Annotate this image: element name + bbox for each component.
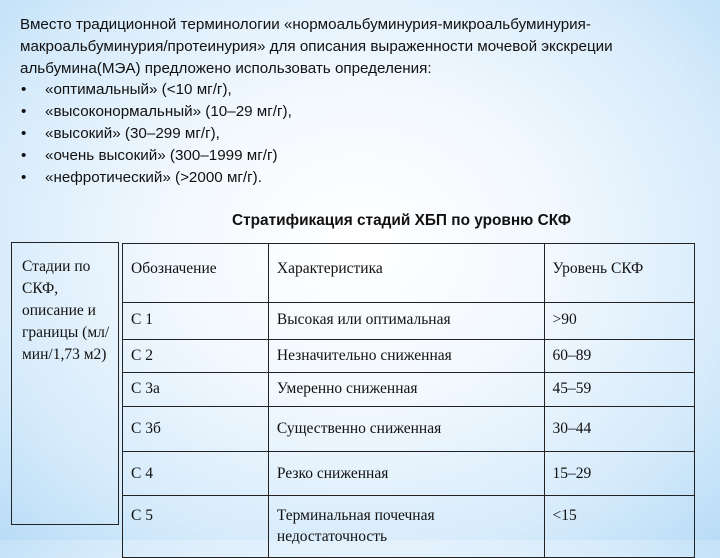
stage-code: С 4 xyxy=(123,452,269,496)
intro-paragraph: Вместо традиционной терминологии «нормоальбуминурия-микроальбуминурия-макроальбуминурия/протеинурия» для описания выраженности мочевой экскреции альбумина(МЭА) предложено использовать определения: xyxy=(20,16,613,77)
table-row xyxy=(123,452,695,496)
stage-gfr: 45–59 xyxy=(544,373,694,407)
intro-text-block xyxy=(20,14,700,188)
list-item: • «высокий» (30–299 мг/г), xyxy=(20,123,700,145)
list-item: • «нефротический» (>2000 мг/г). xyxy=(20,167,700,189)
ckd-stages-table xyxy=(122,243,695,558)
header-code: Обозначение xyxy=(123,244,269,303)
table-title: Стратификация стадий ХБП по уровню СКФ xyxy=(232,212,572,229)
list-item: • «высоконормальный» (10–29 мг/г), xyxy=(20,101,700,123)
stage-gfr: <15 xyxy=(544,496,694,558)
stage-code: С 1 xyxy=(123,303,269,340)
table-header-row xyxy=(123,244,695,303)
stage-code: С 5 xyxy=(123,496,269,558)
stage-code: С 2 xyxy=(123,340,269,373)
table-row xyxy=(123,340,695,373)
stage-gfr: 15–29 xyxy=(544,452,694,496)
header-gfr: Уровень СКФ xyxy=(544,244,694,303)
stage-description: Терминальная почечная недостаточность xyxy=(268,496,544,558)
header-description: Характеристика xyxy=(268,244,544,303)
stage-gfr: >90 xyxy=(544,303,694,340)
stage-description: Высокая или оптимальная xyxy=(268,303,544,340)
table-row xyxy=(123,373,695,407)
table-row xyxy=(123,496,695,558)
stage-gfr: 30–44 xyxy=(544,407,694,452)
stage-code: С 3б xyxy=(123,407,269,452)
list-item: • «очень высокий» (300–1999 мг/г) xyxy=(20,145,700,167)
table-row xyxy=(123,303,695,340)
list-item: • «оптимальный» (<10 мг/г), xyxy=(20,79,700,101)
albuminuria-definitions-list xyxy=(20,79,700,188)
stage-description: Существенно сниженная xyxy=(268,407,544,452)
stage-code: С 3а xyxy=(123,373,269,407)
stage-description: Незначительно сниженная xyxy=(268,340,544,373)
stage-description-cell: Стадии по СКФ, описание и границы (мл/мин/1,73 м2) xyxy=(11,242,119,525)
table-row xyxy=(123,407,695,452)
stage-gfr: 60–89 xyxy=(544,340,694,373)
stage-description: Резко сниженная xyxy=(268,452,544,496)
stage-description: Умеренно сниженная xyxy=(268,373,544,407)
